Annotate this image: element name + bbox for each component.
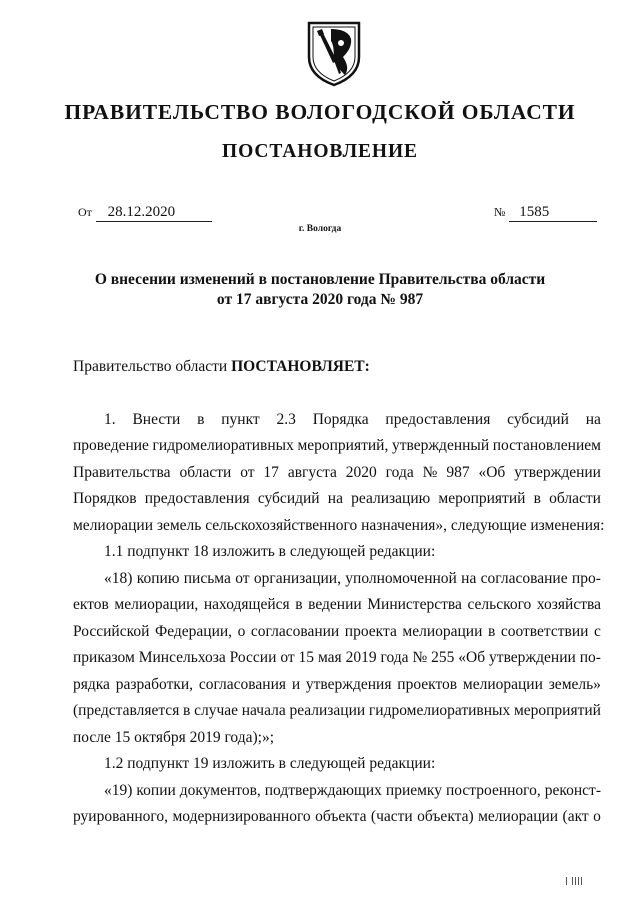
body-word: Федерации, bbox=[154, 622, 233, 640]
body-line bbox=[73, 433, 601, 460]
document-subject bbox=[0, 270, 640, 310]
body-word: субсидий bbox=[507, 410, 569, 428]
body-word: мелиорации bbox=[478, 808, 559, 825]
body-word: мелиорации bbox=[402, 622, 483, 640]
body-word: начала bbox=[241, 702, 286, 719]
body-line bbox=[73, 460, 601, 487]
body-word: рядка bbox=[73, 675, 110, 693]
body-word: ектов bbox=[73, 596, 109, 613]
body-word: соответствии bbox=[500, 622, 589, 640]
body-word: о bbox=[593, 808, 601, 825]
body-word: согласование bbox=[480, 569, 568, 587]
body-word: объекта) bbox=[417, 808, 474, 825]
body-word: предоставления bbox=[385, 410, 491, 428]
body-word: от bbox=[235, 569, 250, 587]
body-word: ведении bbox=[308, 596, 362, 613]
body-word: в bbox=[295, 596, 303, 613]
body-word: в bbox=[533, 490, 541, 507]
subject-line: от 17 августа 2020 года № 987 bbox=[216, 291, 424, 308]
body-word: мероприятий, bbox=[297, 437, 389, 454]
body-word: года bbox=[380, 649, 409, 666]
body-word: организации, bbox=[253, 569, 341, 587]
number-value: 1585 bbox=[509, 204, 597, 222]
body-word: 17 bbox=[263, 463, 279, 481]
body-word: руированного, bbox=[73, 808, 169, 825]
body-word: (акт bbox=[562, 808, 589, 825]
body-word: о bbox=[237, 622, 246, 640]
preamble-text: Правительство области bbox=[73, 358, 232, 375]
body-word: года bbox=[385, 463, 414, 481]
preamble bbox=[73, 354, 601, 381]
body-word: приемку bbox=[385, 781, 442, 799]
body-word: в bbox=[487, 622, 496, 640]
body-word: «19) bbox=[104, 781, 133, 799]
body-word: 1. bbox=[104, 410, 116, 428]
body-word: находящейся bbox=[203, 596, 290, 613]
body-word: проведение bbox=[73, 437, 149, 454]
body-word: земель» bbox=[548, 675, 601, 693]
body-word: 255 bbox=[431, 649, 455, 666]
body-word: случае bbox=[194, 702, 239, 719]
body-word: с bbox=[594, 622, 601, 640]
body-word: пункт bbox=[221, 410, 260, 428]
body-line bbox=[73, 645, 601, 672]
body-word: модернизированного bbox=[172, 808, 311, 825]
body-word: субсидий bbox=[257, 490, 320, 507]
body-word: от bbox=[280, 649, 295, 666]
body-word: в bbox=[197, 410, 205, 428]
body-line bbox=[73, 592, 601, 619]
body-word: гидромелиоративных bbox=[152, 437, 294, 454]
body-word: 987 bbox=[446, 463, 470, 481]
body-word: (части bbox=[370, 808, 413, 825]
city-label: г. Вологда bbox=[298, 224, 342, 234]
body-word: Минсельхоза bbox=[138, 649, 226, 666]
body-word: реконст- bbox=[544, 781, 601, 799]
body-word: копию bbox=[136, 569, 180, 587]
body-word: мероприятий bbox=[438, 490, 526, 507]
body-word: «18) bbox=[104, 569, 133, 587]
body-word: Правительства bbox=[73, 463, 171, 481]
body-word: Министерства bbox=[367, 596, 462, 613]
body-word: Внести bbox=[132, 410, 181, 428]
body-word: и bbox=[291, 675, 301, 693]
body-line bbox=[73, 778, 601, 805]
body-line bbox=[73, 672, 601, 699]
organization-title: ПРАВИТЕЛЬСТВО ВОЛОГОДСКОЙ ОБЛАСТИ bbox=[64, 100, 576, 124]
body-word: построенного, bbox=[445, 781, 541, 799]
body-line bbox=[73, 619, 601, 646]
body-word: уполномоченной bbox=[345, 569, 457, 587]
body-word: 2020 bbox=[345, 463, 377, 481]
body-word: на bbox=[585, 410, 601, 428]
body-word: России bbox=[229, 649, 277, 666]
body-word: мая bbox=[317, 649, 342, 666]
date-value: 28.12.2020 bbox=[96, 204, 212, 222]
body-word: августа bbox=[287, 463, 337, 481]
body-word: на bbox=[327, 490, 343, 507]
date-field bbox=[78, 204, 212, 222]
body-word: мероприятий bbox=[513, 702, 601, 719]
body-word: 15 bbox=[298, 649, 315, 666]
body-word: «Об bbox=[478, 463, 506, 481]
body-word: Порядков bbox=[73, 490, 137, 507]
subject-line: О внесении изменений в постановление Правительства области bbox=[94, 271, 546, 288]
body-word: мелиорации bbox=[462, 675, 543, 693]
body-word: про- bbox=[571, 569, 601, 587]
body-word: в bbox=[183, 702, 191, 719]
number-label: № bbox=[494, 205, 506, 219]
body-word: утвержденный bbox=[391, 437, 490, 454]
body-word: № bbox=[412, 649, 428, 666]
body-word: (представляется bbox=[73, 702, 180, 719]
body-line: мелиорации земель сельскохозяйственного назначения», следующие изменения: bbox=[73, 516, 605, 534]
body-word: Российской bbox=[73, 622, 150, 640]
body-line bbox=[73, 486, 601, 513]
body-word: № bbox=[422, 463, 438, 481]
page-margin-marks bbox=[566, 877, 590, 885]
body-word: копии bbox=[136, 781, 176, 799]
body-word: предоставления bbox=[144, 490, 250, 507]
body-line bbox=[73, 804, 601, 831]
body-lines bbox=[73, 407, 605, 831]
body-line: 1.1 подпункт 18 изложить в следующей редакции: bbox=[104, 543, 436, 560]
body-word: утверждении bbox=[514, 463, 601, 481]
body-word: 2.3 bbox=[276, 410, 296, 428]
body-word: утверждения bbox=[305, 675, 392, 693]
body-word: документов, bbox=[179, 781, 261, 799]
body-line: после 15 октября 2019 года);»; bbox=[73, 728, 275, 746]
body-word: согласования bbox=[198, 675, 287, 693]
body-word: письма bbox=[183, 569, 231, 587]
body-word: области bbox=[549, 490, 601, 507]
body-line bbox=[73, 698, 601, 725]
body-word: области bbox=[179, 463, 232, 481]
body-word: на bbox=[461, 569, 477, 587]
document-body bbox=[73, 354, 605, 831]
body-word: приказом bbox=[73, 649, 135, 666]
body-word: по- bbox=[579, 649, 601, 666]
body-word: хозяйства bbox=[536, 596, 601, 613]
body-word: реализацию bbox=[351, 490, 431, 507]
number-field bbox=[494, 204, 597, 222]
body-word: подтверждающих bbox=[264, 781, 382, 799]
body-word: разработки, bbox=[115, 675, 194, 693]
spacer bbox=[73, 381, 601, 407]
body-line bbox=[73, 566, 601, 593]
body-word: гидромелиоративных bbox=[368, 702, 511, 719]
document-type-title: ПОСТАНОВЛЕНИЕ bbox=[222, 141, 418, 162]
body-word: сельского bbox=[467, 596, 532, 613]
body-word: 2019 bbox=[345, 649, 377, 666]
body-line: 1.2 подпункт 19 изложить в следующей редакции: bbox=[104, 755, 436, 772]
body-word: Порядка bbox=[312, 410, 369, 428]
body-word: утверждении bbox=[489, 649, 576, 666]
body-word: проектов bbox=[397, 675, 458, 693]
coat-of-arms-icon bbox=[305, 17, 363, 87]
body-line bbox=[73, 407, 601, 434]
date-label: От bbox=[78, 205, 92, 219]
body-word: объекта bbox=[315, 808, 367, 825]
body-word: проекта bbox=[344, 622, 397, 640]
body-word: реализации bbox=[289, 702, 366, 719]
body-word: от bbox=[240, 463, 255, 481]
body-word: мелиорации, bbox=[114, 596, 199, 613]
body-word: «Об bbox=[458, 649, 486, 666]
preamble-decree-word: ПОСТАНОВЛЯЕТ: bbox=[231, 358, 370, 375]
body-word: согласовании bbox=[250, 622, 340, 640]
body-word: постановлением bbox=[492, 437, 601, 454]
